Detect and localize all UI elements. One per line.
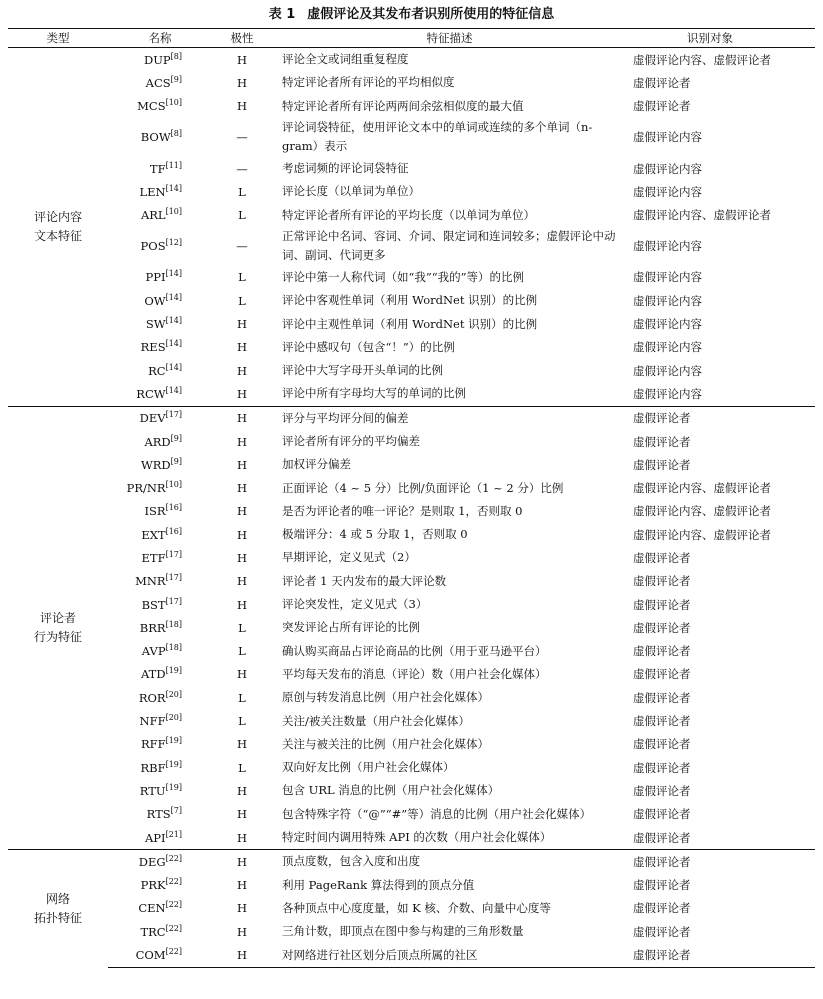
feature-name-cell <box>108 593 212 616</box>
feature-target: 虚假评论内容 <box>633 293 702 308</box>
citation-ref: [17] <box>165 549 182 559</box>
feature-description: 评分与平均评分间的偏差 <box>272 406 627 430</box>
feature-name-cell <box>108 663 212 686</box>
feature-description: 是否为评论者的唯一评论？是则取 1，否则取 0 <box>282 503 523 518</box>
feature-polarity: H <box>236 550 248 565</box>
feature-name-cell <box>108 336 212 359</box>
feature-description: 评论中所有字母均大写的单词的比例 <box>282 386 466 401</box>
group-type-line: 评论者 <box>39 610 76 625</box>
feature-polarity: L <box>238 293 246 308</box>
citation-ref: [22] <box>165 877 182 887</box>
table-row <box>8 203 815 226</box>
feature-name-cell <box>108 359 212 382</box>
feature-name-cell <box>108 180 212 203</box>
feature-name-cell <box>108 756 212 779</box>
feature-name: SW <box>145 317 166 332</box>
table-row <box>8 756 815 779</box>
header-target: 识别对象 <box>627 29 815 48</box>
feature-target: 虚假评论者 <box>633 99 691 114</box>
feature-description: 关注/被关注数量（用户社会化媒体） <box>282 713 470 728</box>
feature-target: 虚假评论内容、虚假评论者 <box>627 48 815 72</box>
table-row <box>8 826 815 850</box>
feature-name: TF <box>149 161 166 176</box>
feature-name: RCW <box>136 386 166 401</box>
citation-ref: [22] <box>165 853 182 863</box>
group-type-line: 拓扑特征 <box>33 910 82 925</box>
table-row <box>8 523 815 546</box>
feature-polarity: H <box>212 406 272 430</box>
feature-polarity: H <box>236 574 248 589</box>
feature-description: 平均每天发布的消息（评论）数（用户社会化媒体） <box>282 666 547 681</box>
feature-target: 虚假评论者 <box>633 760 691 775</box>
feature-target: 虚假评论者 <box>633 574 691 589</box>
feature-name-cell <box>108 157 212 180</box>
group-type-line: 网络 <box>45 891 70 906</box>
feature-target: 虚假评论内容 <box>633 340 702 355</box>
feature-name-cell <box>108 850 212 874</box>
table-row <box>8 593 815 616</box>
feature-target: 虚假评论者 <box>633 901 691 916</box>
feature-name-cell <box>108 71 212 94</box>
feature-polarity: L <box>238 760 246 775</box>
feature-name: COM <box>135 948 166 963</box>
feature-target: 虚假评论者 <box>633 878 691 893</box>
feature-target: 虚假评论内容 <box>633 317 702 332</box>
feature-description: 关注与被关注的比例（用户社会化媒体） <box>282 736 489 751</box>
feature-name: RBF <box>140 760 166 775</box>
feature-description: 各种顶点中心度度量，如 K 核、介数、向量中心度等 <box>282 900 551 915</box>
feature-polarity: H <box>236 434 248 449</box>
feature-name-cell <box>108 640 212 663</box>
feature-polarity: H <box>236 783 248 798</box>
feature-target: 虚假评论者 <box>633 597 691 612</box>
feature-name-cell <box>108 709 212 732</box>
table-row <box>8 227 815 266</box>
citation-ref: [22] <box>165 947 182 957</box>
citation-ref: [7] <box>170 806 182 816</box>
table-row <box>8 733 815 756</box>
feature-polarity: L <box>238 184 246 199</box>
feature-target: 虚假评论内容 <box>633 270 702 285</box>
feature-name: DEG <box>138 854 166 869</box>
feature-name: TRC <box>140 924 166 939</box>
feature-target: 虚假评论者 <box>633 924 691 939</box>
table-row <box>8 71 815 94</box>
feature-description: 早期评论，定义见式（2） <box>282 550 416 565</box>
feature-name-cell <box>108 95 212 118</box>
feature-description: 考虑词频的评论词袋特征 <box>282 161 409 176</box>
table-row <box>8 803 815 826</box>
feature-description: 正面评论（4 ~ 5 分）比例/负面评论（1 ~ 2 分）比例 <box>282 480 564 495</box>
table-title: 虚假评论及其发布者识别所使用的特征信息 <box>307 7 555 22</box>
feature-polarity: L <box>238 620 246 635</box>
feature-name: ATD <box>141 667 166 682</box>
feature-table <box>8 28 815 968</box>
feature-description: 确认购买商品占评论商品的比例（用于亚马逊平台） <box>282 643 547 658</box>
table-row <box>8 406 815 430</box>
feature-description: 特定评论者所有评论的平均长度（以单词为单位） <box>282 207 535 222</box>
citation-ref: [16] <box>165 503 182 513</box>
feature-polarity: L <box>238 208 246 223</box>
feature-polarity: — <box>236 130 248 145</box>
citation-ref: [9] <box>170 74 182 84</box>
feature-description: 三角计数，即顶点在图中参与构建的三角形数量 <box>282 924 524 939</box>
feature-target: 虚假评论者 <box>633 830 691 845</box>
feature-target: 虚假评论者 <box>633 434 691 449</box>
feature-name-cell <box>108 203 212 226</box>
group-type-cell <box>8 850 108 967</box>
feature-name: DEV <box>139 411 166 426</box>
feature-polarity: H <box>236 924 248 939</box>
feature-description: 利用 PageRank 算法得到的顶点分值 <box>282 877 475 892</box>
citation-ref: [11] <box>165 160 182 170</box>
feature-target: 虚假评论内容、虚假评论者 <box>633 208 771 223</box>
header-polarity: 极性 <box>212 29 272 48</box>
group-type-line: 行为特征 <box>33 629 82 644</box>
table-row <box>8 897 815 920</box>
feature-polarity: H <box>236 75 248 90</box>
feature-name: RTS <box>146 807 171 822</box>
feature-target: 虚假评论内容 <box>633 161 702 176</box>
feature-polarity: H <box>236 481 248 496</box>
citation-ref: [12] <box>165 238 182 248</box>
table-row <box>8 709 815 732</box>
table-header <box>8 29 815 48</box>
table-row <box>8 546 815 569</box>
feature-target: 虚假评论内容、虚假评论者 <box>633 527 771 542</box>
group-type-cell <box>8 406 108 850</box>
table-row <box>8 616 815 639</box>
citation-ref: [10] <box>165 207 182 217</box>
citation-ref: [21] <box>165 829 182 839</box>
header-name: 名称 <box>108 29 212 48</box>
feature-description: 特定评论者所有评论两两间余弦相似度的最大值 <box>282 98 524 113</box>
feature-name-cell <box>108 733 212 756</box>
table-row <box>8 430 815 453</box>
feature-name-cell <box>108 312 212 335</box>
feature-name: BOW <box>140 130 171 145</box>
feature-name-cell <box>108 476 212 499</box>
citation-ref: [17] <box>165 596 182 606</box>
citation-ref: [18] <box>165 643 182 653</box>
feature-target: 虚假评论者 <box>633 737 691 752</box>
feature-name-cell <box>108 48 212 72</box>
feature-name: DUP <box>144 52 171 67</box>
citation-ref: [10] <box>165 98 182 108</box>
feature-description: 双向好友比例（用户社会化媒体） <box>282 760 455 775</box>
feature-target: 虚假评论者 <box>627 406 815 430</box>
feature-polarity: H <box>236 504 248 519</box>
feature-description: 包含特殊字符（“@”“#”等）消息的比例（用户社会化媒体） <box>282 806 592 821</box>
feature-target: 虚假评论内容、虚假评论者 <box>633 504 771 519</box>
feature-polarity: H <box>236 317 248 332</box>
feature-name: RTU <box>139 783 166 798</box>
feature-name: CEN <box>138 901 166 916</box>
table-row <box>8 180 815 203</box>
feature-name-cell <box>108 803 212 826</box>
feature-target: 虚假评论者 <box>633 620 691 635</box>
feature-polarity: — <box>236 239 248 254</box>
feature-name-cell <box>108 227 212 266</box>
feature-polarity: H <box>236 340 248 355</box>
feature-name-cell <box>108 570 212 593</box>
citation-ref: [10] <box>165 480 182 490</box>
feature-description: 评论中客观性单词（利用 WordNet 识别）的比例 <box>282 293 538 308</box>
feature-name: RES <box>140 340 166 355</box>
citation-ref: [19] <box>165 782 182 792</box>
citation-ref: [19] <box>165 736 182 746</box>
feature-name-cell <box>108 406 212 430</box>
feature-polarity: — <box>236 161 248 176</box>
feature-polarity: L <box>238 270 246 285</box>
citation-ref: [8] <box>170 129 182 139</box>
table-row <box>8 779 815 802</box>
feature-name-cell <box>108 616 212 639</box>
table-row <box>8 920 815 943</box>
table-row <box>8 663 815 686</box>
feature-target: 虚假评论者 <box>633 690 691 705</box>
feature-description: 正常评论中名词、容词、介词、限定词和连词较多；虚假评论中动词、副词、代词更多 <box>282 229 616 263</box>
feature-description: 突发评论占所有评论的比例 <box>282 620 420 635</box>
table-row <box>8 336 815 359</box>
feature-polarity: H <box>236 830 248 845</box>
feature-name-cell <box>108 289 212 312</box>
feature-name: BRR <box>139 620 166 635</box>
table-row <box>8 476 815 499</box>
feature-description: 极端评分：4 或 5 分取 1，否则取 0 <box>282 527 468 542</box>
feature-name: BST <box>141 597 166 612</box>
feature-target: 虚假评论者 <box>633 644 691 659</box>
feature-name-cell <box>108 943 212 967</box>
feature-name: WRD <box>140 457 171 472</box>
feature-description: 评论中第一人称代词（如“我”“我的”等）的比例 <box>282 269 525 284</box>
feature-target: 虚假评论者 <box>633 75 691 90</box>
table-row <box>8 359 815 382</box>
feature-polarity: H <box>236 901 248 916</box>
citation-ref: [14] <box>165 385 182 395</box>
citation-ref: [14] <box>165 292 182 302</box>
table-row <box>8 382 815 406</box>
header-type: 类型 <box>8 29 108 48</box>
feature-target: 虚假评论者 <box>633 807 691 822</box>
feature-name: ROR <box>138 690 166 705</box>
feature-name: ETF <box>141 550 166 565</box>
citation-ref: [8] <box>170 51 182 61</box>
feature-target: 虚假评论者 <box>627 943 815 967</box>
feature-description: 评论突发性，定义见式（3） <box>282 597 428 612</box>
feature-description: 顶点度数，包含入度和出度 <box>272 850 627 874</box>
group-type-line: 文本特征 <box>33 228 82 243</box>
feature-name: PRK <box>140 878 166 893</box>
feature-target: 虚假评论者 <box>627 850 815 874</box>
feature-name-cell <box>108 500 212 523</box>
feature-target: 虚假评论内容 <box>633 363 702 378</box>
feature-name: ACS <box>145 75 171 90</box>
feature-polarity: H <box>236 457 248 472</box>
feature-target: 虚假评论内容 <box>633 130 702 145</box>
table-row <box>8 850 815 874</box>
feature-description: 加权评分偏差 <box>282 457 351 472</box>
table-number: 表 1 <box>268 7 296 22</box>
feature-target: 虚假评论内容 <box>633 386 702 401</box>
feature-target: 虚假评论内容 <box>633 184 702 199</box>
feature-name: AVP <box>141 644 166 659</box>
feature-target: 虚假评论者 <box>633 667 691 682</box>
feature-name-cell <box>108 686 212 709</box>
table-row <box>8 874 815 897</box>
feature-name: ARL <box>140 208 166 223</box>
feature-name: EXT <box>141 527 166 542</box>
feature-polarity: H <box>236 527 248 542</box>
feature-polarity: L <box>238 714 246 729</box>
feature-description: 评论词袋特征，使用评论文本中的单词或连续的多个单词（n-gram）表示 <box>282 120 593 154</box>
feature-polarity: H <box>236 386 248 401</box>
feature-description: 包含 URL 消息的比例（用户社会化媒体） <box>282 783 500 798</box>
feature-description: 原创与转发消息比例（用户社会化媒体） <box>282 690 489 705</box>
feature-name: ISR <box>144 504 166 519</box>
citation-ref: [16] <box>165 526 182 536</box>
feature-target: 虚假评论内容 <box>633 239 702 254</box>
feature-name: RC <box>148 363 166 378</box>
table-row <box>8 48 815 72</box>
feature-target: 虚假评论者 <box>633 714 691 729</box>
table-caption <box>0 3 823 22</box>
citation-ref: [17] <box>165 410 182 420</box>
feature-name-cell <box>108 430 212 453</box>
feature-name-cell <box>108 826 212 850</box>
feature-description: 评论中感叹句（包含“！”）的比例 <box>282 339 455 354</box>
feature-polarity: H <box>236 807 248 822</box>
citation-ref: [19] <box>165 666 182 676</box>
table-row <box>8 95 815 118</box>
feature-name-cell <box>108 523 212 546</box>
group-type-cell <box>8 48 108 407</box>
table-row <box>8 289 815 312</box>
citation-ref: [14] <box>165 316 182 326</box>
feature-target: 虚假评论内容、虚假评论者 <box>633 481 771 496</box>
citation-ref: [20] <box>165 713 182 723</box>
feature-name: API <box>144 830 166 845</box>
feature-name: MCS <box>137 99 166 114</box>
feature-name-cell <box>108 266 212 289</box>
feature-polarity: H <box>236 878 248 893</box>
feature-name-cell <box>108 920 212 943</box>
feature-polarity: H <box>236 597 248 612</box>
feature-name-cell <box>108 453 212 476</box>
citation-ref: [14] <box>165 269 182 279</box>
citation-ref: [9] <box>170 433 182 443</box>
feature-description: 对网络进行社区划分后顶点所属的社区 <box>272 943 627 967</box>
feature-name: RFF <box>140 737 166 752</box>
feature-polarity: L <box>238 644 246 659</box>
table-row <box>8 312 815 335</box>
feature-target: 虚假评论者 <box>633 783 691 798</box>
citation-ref: [14] <box>165 183 182 193</box>
feature-name: POS <box>140 239 166 254</box>
table-row <box>8 640 815 663</box>
feature-name-cell <box>108 897 212 920</box>
feature-name: OW <box>144 293 166 308</box>
header-description: 特征描述 <box>272 29 627 48</box>
table-row <box>8 500 815 523</box>
feature-target: 虚假评论者 <box>633 550 691 565</box>
feature-polarity: H <box>212 48 272 72</box>
citation-ref: [14] <box>165 362 182 372</box>
citation-ref: [20] <box>165 689 182 699</box>
table-row <box>8 266 815 289</box>
feature-name-cell <box>108 779 212 802</box>
feature-name: NFF <box>139 714 166 729</box>
feature-polarity: H <box>236 363 248 378</box>
feature-target: 虚假评论者 <box>633 457 691 472</box>
citation-ref: [22] <box>165 900 182 910</box>
feature-name-cell <box>108 382 212 406</box>
citation-ref: [9] <box>170 456 182 466</box>
table-row <box>8 686 815 709</box>
table-row <box>8 118 815 157</box>
feature-name-cell <box>108 546 212 569</box>
feature-name: PPI <box>145 270 166 285</box>
table-row <box>8 570 815 593</box>
feature-polarity: H <box>236 99 248 114</box>
citation-ref: [17] <box>165 573 182 583</box>
citation-ref: [22] <box>165 923 182 933</box>
feature-polarity: H <box>236 667 248 682</box>
feature-name-cell <box>108 874 212 897</box>
feature-name: PR/NR <box>126 481 166 496</box>
feature-description: 特定评论者所有评论的平均相似度 <box>282 75 455 90</box>
feature-name-cell <box>108 118 212 157</box>
feature-polarity: H <box>212 943 272 967</box>
table-body <box>8 48 815 968</box>
citation-ref: [18] <box>165 619 182 629</box>
feature-description: 评论者所有评分的平均偏差 <box>282 434 420 448</box>
table-row <box>8 157 815 180</box>
feature-name: LEN <box>139 184 166 199</box>
table-row <box>8 453 815 476</box>
feature-description: 评论中大写字母开头单词的比例 <box>282 363 443 378</box>
feature-description: 评论长度（以单词为单位） <box>282 184 420 199</box>
feature-description: 特定时间内调用特殊 API 的次数（用户社会化媒体） <box>282 830 552 845</box>
feature-polarity: H <box>212 850 272 874</box>
feature-description: 评论中主观性单词（利用 WordNet 识别）的比例 <box>282 316 538 331</box>
group-type-line: 评论内容 <box>33 209 82 224</box>
citation-ref: [19] <box>165 759 182 769</box>
citation-ref: [14] <box>165 339 182 349</box>
table-row <box>8 943 815 967</box>
feature-polarity: H <box>236 737 248 752</box>
feature-description: 评论全文或词组重复程度 <box>272 48 627 72</box>
feature-polarity: L <box>238 690 246 705</box>
feature-name: MNR <box>135 574 166 589</box>
feature-description: 评论者 1 天内发布的最大评论数 <box>282 573 447 588</box>
feature-name: ARD <box>144 434 171 449</box>
